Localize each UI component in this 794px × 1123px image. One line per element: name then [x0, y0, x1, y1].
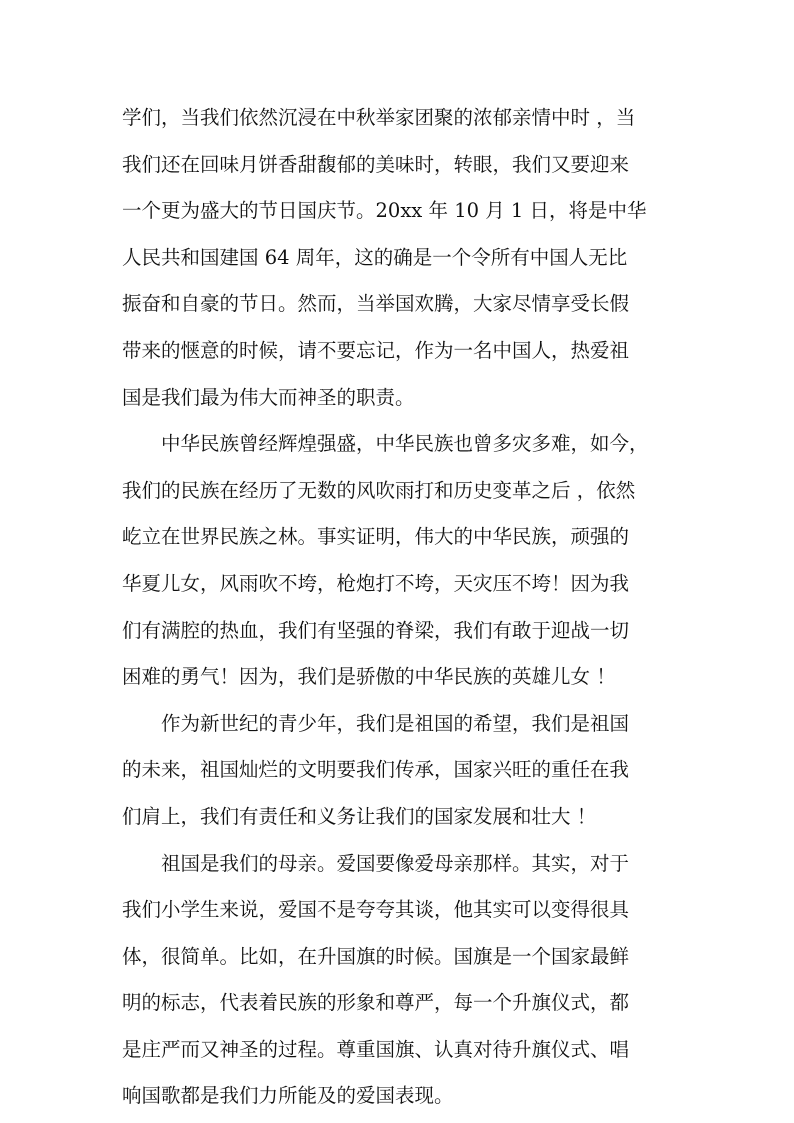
- text-line: 带来的惬意的时候，请不要忘记，作为一名中国人，热爱祖: [122, 338, 630, 362]
- text-line: 困难的勇气！因为，我们是骄傲的中华民族的英雄儿女 ！: [122, 665, 616, 689]
- text-line: 响国歌都是我们力所能及的爱国表现。: [122, 1084, 454, 1108]
- text-line: 们有满腔的热血，我们有坚强的脊梁，我们有敢于迎战一切: [122, 618, 630, 642]
- text-line: 人民共和国建国 64 周年，这的确是一个令所有中国人无比: [122, 245, 628, 269]
- text-line: 我们小学生来说，爱国不是夸夸其谈，他其实可以变得很具: [122, 898, 630, 922]
- text-line: 中华民族曾经辉煌强盛，中华民族也曾多灾多难，如今，: [161, 432, 649, 456]
- text-line: 作为新世纪的青少年，我们是祖国的希望，我们是祖国: [161, 711, 630, 735]
- text-line: 明的标志，代表着民族的形象和尊严，每一个升旗仪式，都: [122, 991, 630, 1015]
- paragraph-1: [122, 95, 674, 421]
- text-line: 一个更为盛大的节日国庆节。20xx 年 10 月 1 日，将是中华: [122, 199, 647, 223]
- text-line: 的未来，祖国灿烂的文明要我们传承，国家兴旺的重任在我: [122, 758, 630, 782]
- text-line: 学们，当我们依然沉浸在中秋举家团聚的浓郁亲情中时 ，当: [122, 106, 636, 129]
- paragraph-4: [122, 841, 674, 1121]
- text-line: 华夏儿女，风雨吹不垮，枪炮打不垮，天灾压不垮！因为我: [122, 571, 630, 595]
- text-line: 国是我们最为伟大而神圣的职责。: [122, 385, 415, 409]
- paragraph-3: [122, 701, 674, 841]
- text-line: 体，很简单。比如，在升国旗的时候。国旗是一个国家最鲜: [122, 944, 630, 968]
- text-line: 我们还在回味月饼香甜馥郁的美味时，转眼，我们又要迎来: [122, 152, 630, 176]
- text-line: 是庄严而又神圣的过程。尊重国旗、认真对待升旗仪式、唱: [122, 1037, 630, 1061]
- paragraph-2: [122, 421, 674, 701]
- text-line: 振奋和自豪的节日。然而，当举国欢腾，大家尽情享受长假: [122, 292, 630, 316]
- text-line: 们肩上，我们有责任和义务让我们的国家发展和壮大 ！: [122, 804, 597, 828]
- document-body: [122, 95, 674, 1120]
- text-line: 祖国是我们的母亲。爱国要像爱母亲那样。其实，对于: [161, 851, 630, 875]
- text-line: 我们的民族在经历了无数的风吹雨打和历史变革之后 ，依然: [122, 478, 636, 502]
- text-line: 屹立在世界民族之林。事实证明，伟大的中华民族，顽强的: [122, 525, 630, 549]
